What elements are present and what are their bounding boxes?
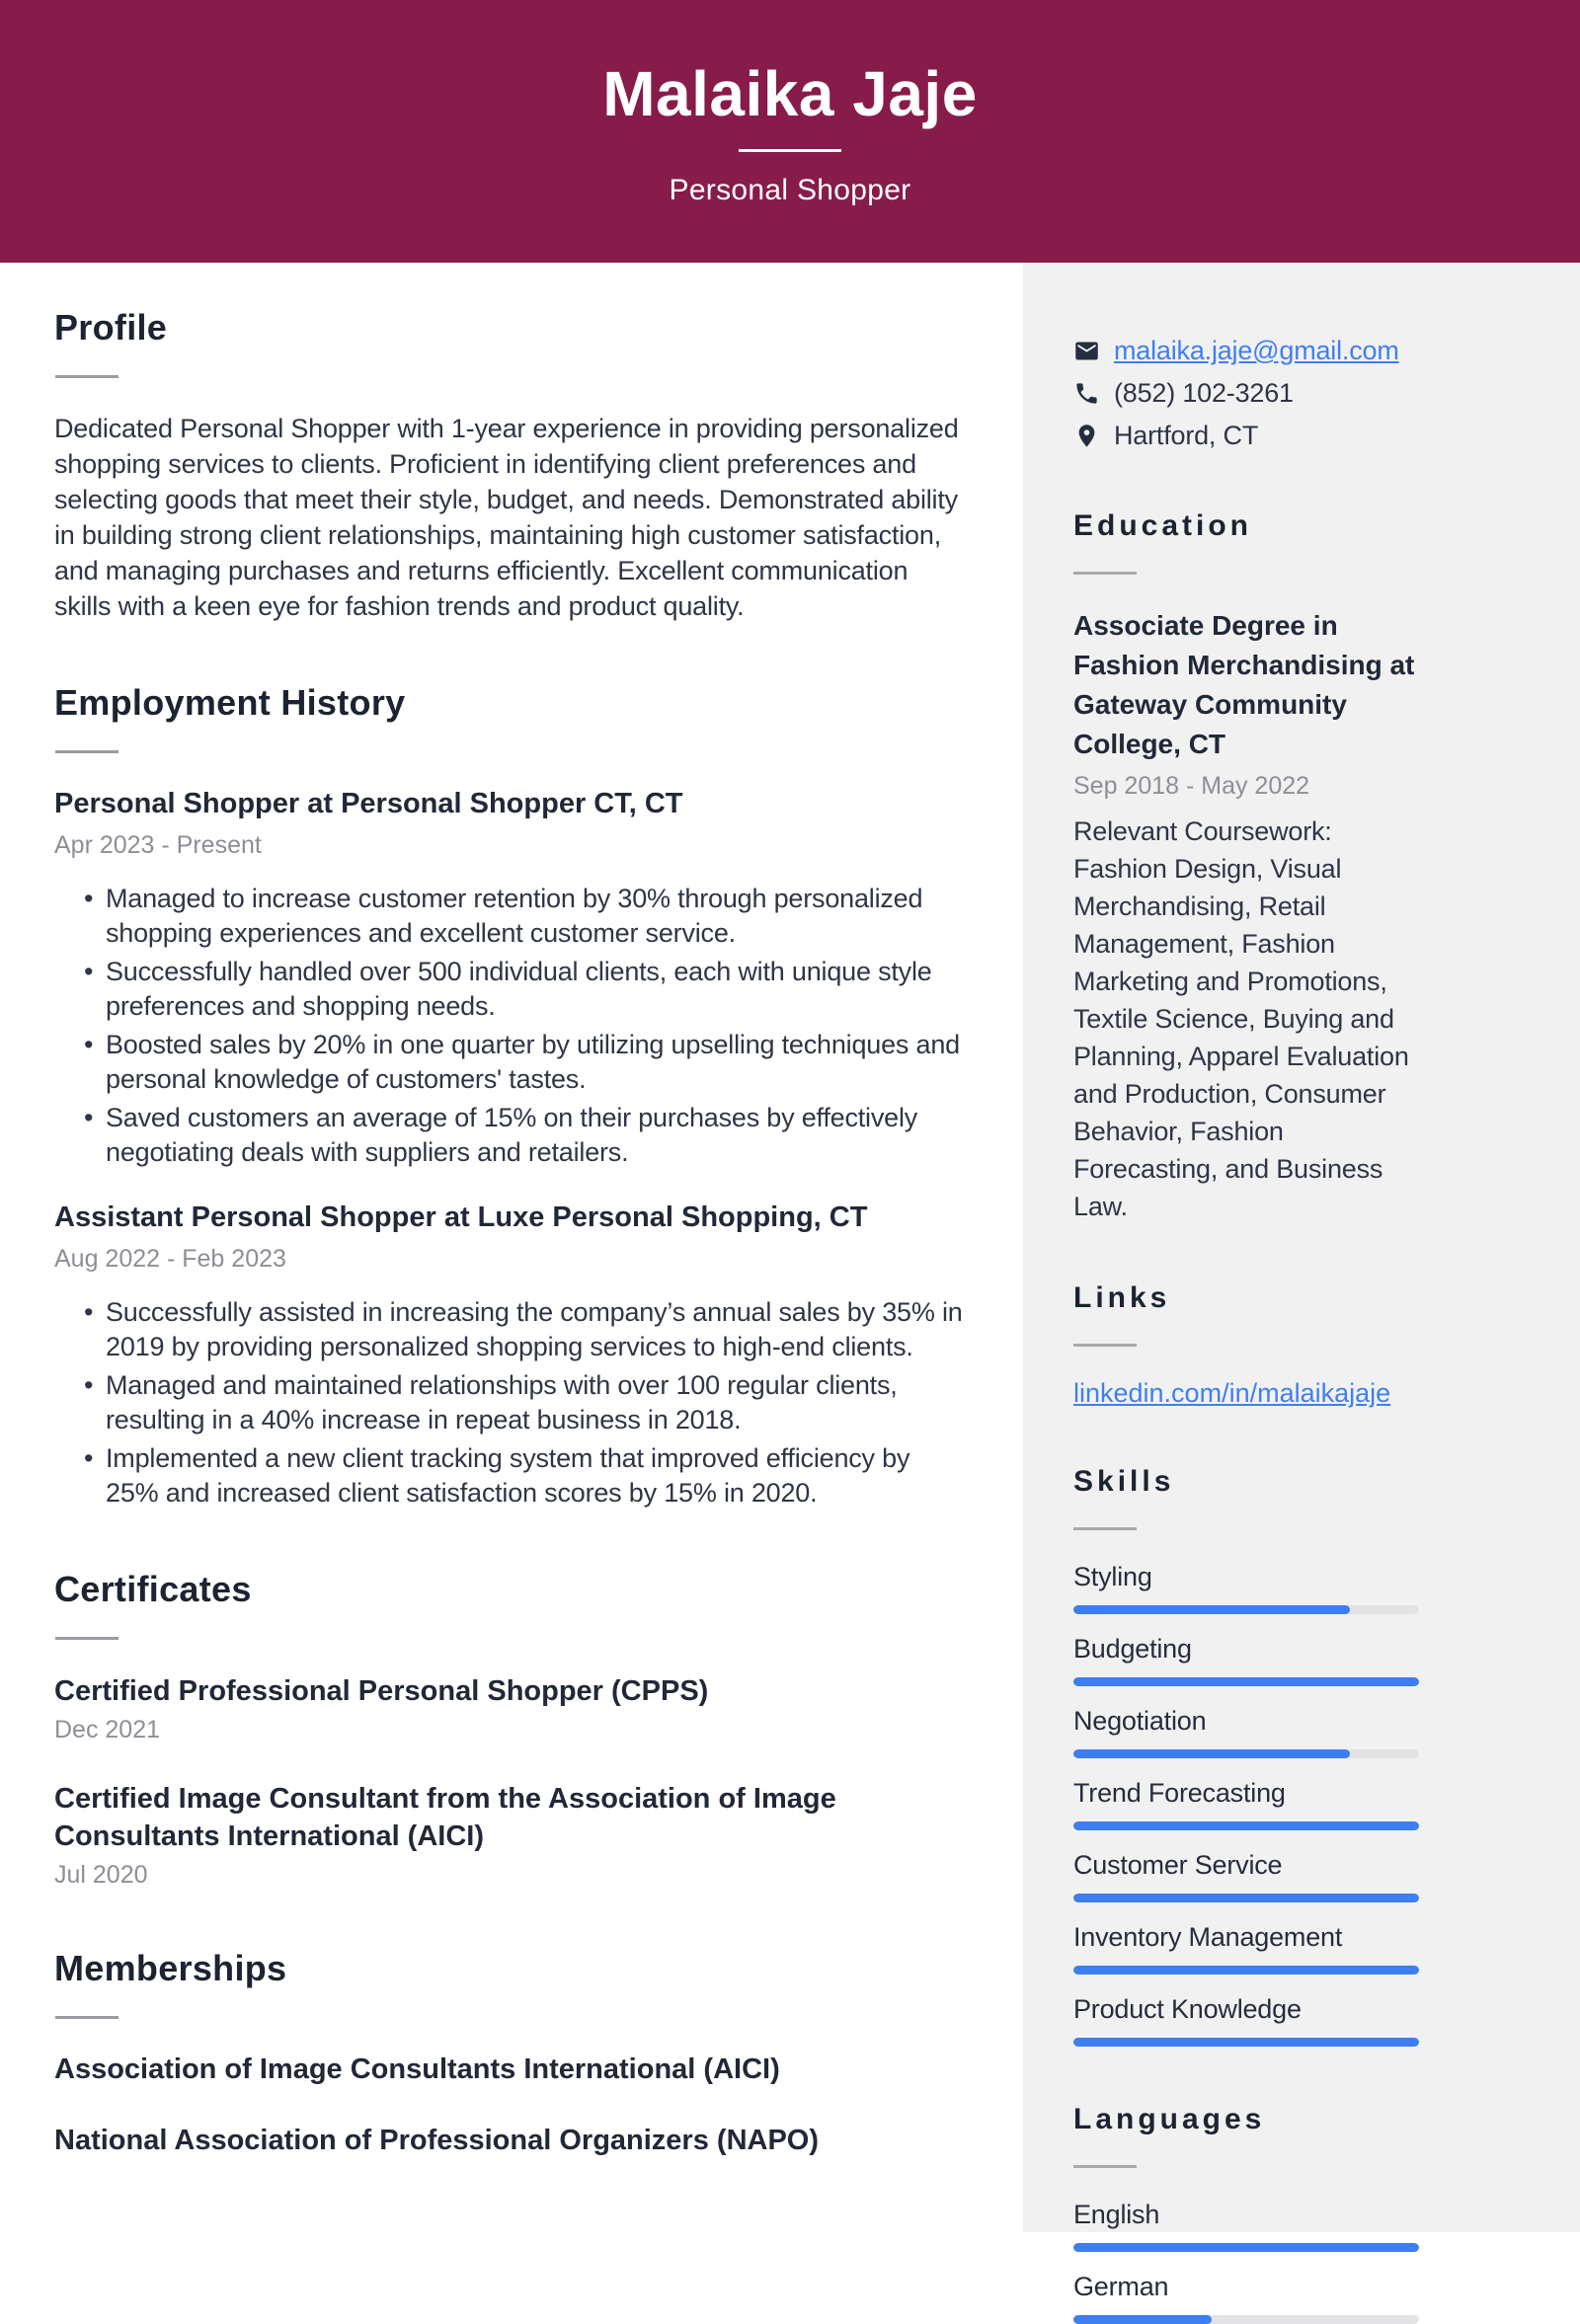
certificate-title: Certified Image Consultant from the Association of Image Consultants International (AICI) — [54, 1782, 836, 1852]
phone-number: (852) 102-3261 — [1114, 378, 1294, 408]
job-entry — [54, 1200, 969, 1511]
content-columns — [0, 263, 1580, 2301]
skill-bar-track — [1073, 1821, 1419, 1830]
skill-bar-fill — [1073, 1966, 1419, 1975]
skill-bar-track — [1073, 1677, 1419, 1686]
skill-bar-fill — [1073, 1894, 1419, 1902]
location-text: Hartford, CT — [1114, 421, 1259, 450]
section-divider — [1073, 2165, 1137, 2168]
phone-icon — [1073, 380, 1100, 407]
skill-bar-fill — [1073, 1677, 1419, 1686]
education-description: Relevant Coursework: Fashion Design, Visual Merchandising, Retail Management, Fashion Marketing and Promotions, Textile Science, Buying and Planning, Apparel Evaluation and Production, Consumer Behavior, Fashion Forecasting, and Business Law. — [1073, 816, 1409, 1221]
section-divider — [55, 1637, 118, 1640]
skill-bar-track — [1073, 1894, 1419, 1902]
contact-location-row — [1073, 421, 1419, 451]
certificate-date: Jul 2020 — [54, 1860, 148, 1889]
skill-name: Budgeting — [1073, 1634, 1192, 1664]
skill-name: Customer Service — [1073, 1850, 1283, 1880]
education-section — [1073, 508, 1419, 1225]
main-column — [0, 263, 1023, 2232]
skill-bar-track — [1073, 2038, 1419, 2047]
language-name: German — [1073, 2272, 1169, 2301]
profile-heading: Profile — [54, 307, 168, 348]
certificates-heading: Certificates — [54, 1568, 252, 1609]
skill-item — [1073, 1850, 1419, 1902]
links-heading: Links — [1073, 1281, 1171, 1314]
skill-bar-track — [1073, 1749, 1419, 1758]
skill-name: Product Knowledge — [1073, 1994, 1302, 2024]
skill-name: Negotiation — [1073, 1706, 1207, 1736]
language-bar-fill — [1073, 2243, 1419, 2252]
membership-item: National Association of Professional Organizers (NAPO) — [54, 2124, 820, 2156]
job-title: Assistant Personal Shopper at Luxe Personal Shopping, CT — [54, 1201, 868, 1234]
job-dates: Apr 2023 - Present — [54, 831, 262, 860]
email-link[interactable]: malaika.jaje@gmail.com — [1114, 336, 1399, 365]
skills-heading: Skills — [1073, 1465, 1175, 1498]
certificate-entry — [54, 1780, 969, 1890]
job-entry — [54, 786, 969, 1170]
job-bullet: • Managed and maintained relationships with over 100 regular clients, resulting in a 40% increase in repeat business in 2018. — [54, 1368, 969, 1437]
skill-item — [1073, 1634, 1419, 1686]
skill-name: Styling — [1073, 1562, 1152, 1591]
degree-title: Associate Degree in Fashion Merchandising at Gateway Community College, CT — [1073, 610, 1415, 759]
education-heading: Education — [1073, 509, 1253, 542]
envelope-icon — [1073, 338, 1100, 364]
section-divider — [55, 2016, 118, 2019]
skill-name: Trend Forecasting — [1073, 1778, 1286, 1808]
job-bullet: • Saved customers an average of 15% on their purchases by effectively negotiating deals with suppliers and retailers. — [54, 1101, 969, 1170]
job-bullet: • Boosted sales by 20% in one quarter by utilizing upselling techniques and personal knowledge of customers' tastes. — [54, 1028, 969, 1097]
person-name: Malaika Jaje — [602, 57, 978, 129]
linkedin-link[interactable]: linkedin.com/in/malaikajaje — [1073, 1378, 1391, 1408]
contact-phone-row — [1073, 378, 1419, 409]
education-dates: Sep 2018 - May 2022 — [1073, 772, 1310, 800]
skill-bar-fill — [1073, 1749, 1350, 1758]
job-bullet: • Implemented a new client tracking system that improved efficiency by 25% and increased client satisfaction scores by 15% in 2020. — [54, 1441, 969, 1511]
language-bar-track — [1073, 2243, 1419, 2252]
membership-item: Association of Image Consultants International (AICI) — [54, 2053, 780, 2086]
job-title: Personal Shopper at Personal Shopper CT, CT — [54, 788, 683, 820]
section-divider — [1073, 572, 1137, 575]
language-item — [1073, 2200, 1419, 2252]
skill-item — [1073, 1922, 1419, 1975]
section-divider — [1073, 1527, 1137, 1530]
map-pin-icon — [1073, 423, 1100, 449]
section-divider — [55, 750, 118, 753]
job-dates: Aug 2022 - Feb 2023 — [54, 1244, 286, 1273]
skill-bar-fill — [1073, 2038, 1419, 2047]
memberships-section — [54, 1947, 969, 2160]
skills-section — [1073, 1464, 1419, 2047]
job-bullet: • Successfully handled over 500 individual clients, each with unique style preferences and shopping needs. — [54, 955, 969, 1024]
contact-email-row — [1073, 336, 1419, 366]
certificate-date: Dec 2021 — [54, 1715, 161, 1743]
job-bullet-list — [54, 882, 969, 1170]
skill-item — [1073, 1706, 1419, 1758]
section-divider — [1073, 1344, 1137, 1347]
links-section — [1073, 1280, 1419, 1409]
sidebar-column — [1023, 263, 1580, 2301]
contact-block — [1073, 336, 1419, 451]
job-bullet: • Successfully assisted in increasing the company’s annual sales by 35% in 2019 by providing personalized shopping services to high-end clients. — [54, 1295, 969, 1364]
languages-section — [1073, 2102, 1419, 2324]
section-divider — [55, 375, 118, 378]
certificates-section — [54, 1568, 969, 1890]
header-divider — [739, 149, 841, 152]
language-name: English — [1073, 2200, 1160, 2229]
skill-bar-track — [1073, 1966, 1419, 1975]
skill-bar-fill — [1073, 1605, 1350, 1614]
certificate-title: Certified Professional Personal Shopper (CPPS) — [54, 1674, 709, 1707]
languages-heading: Languages — [1073, 2103, 1266, 2135]
skill-bar-fill — [1073, 1821, 1419, 1830]
language-bar-fill — [1073, 2315, 1212, 2324]
employment-heading: Employment History — [54, 682, 406, 724]
job-bullet-list — [54, 1295, 969, 1511]
profile-text: Dedicated Personal Shopper with 1-year experience in providing personalized shopping services to clients. Proficient in identifying client preferences and selecting goods that meet their style, budget, and needs. Demonstrated ability in building strong client relationships, maintaining high customer satisfaction, and managing purchases and returns efficiently. Excellent communication skills with a keen eye for fashion trends and product quality. — [54, 414, 959, 622]
certificate-entry — [54, 1672, 969, 1744]
language-bar-track — [1073, 2315, 1419, 2324]
skill-item — [1073, 1994, 1419, 2047]
skill-bar-track — [1073, 1605, 1419, 1614]
header-banner — [0, 0, 1580, 263]
skill-name: Inventory Management — [1073, 1922, 1343, 1952]
employment-section — [54, 681, 969, 1511]
job-bullet: • Managed to increase customer retention by 30% through personalized shopping experiences and excellent customer service. — [54, 882, 969, 951]
profile-section — [54, 306, 969, 624]
language-item — [1073, 2272, 1419, 2324]
memberships-heading: Memberships — [54, 1947, 287, 1988]
person-job-title: Personal Shopper — [669, 173, 911, 206]
skill-item — [1073, 1562, 1419, 1614]
skill-item — [1073, 1778, 1419, 1830]
